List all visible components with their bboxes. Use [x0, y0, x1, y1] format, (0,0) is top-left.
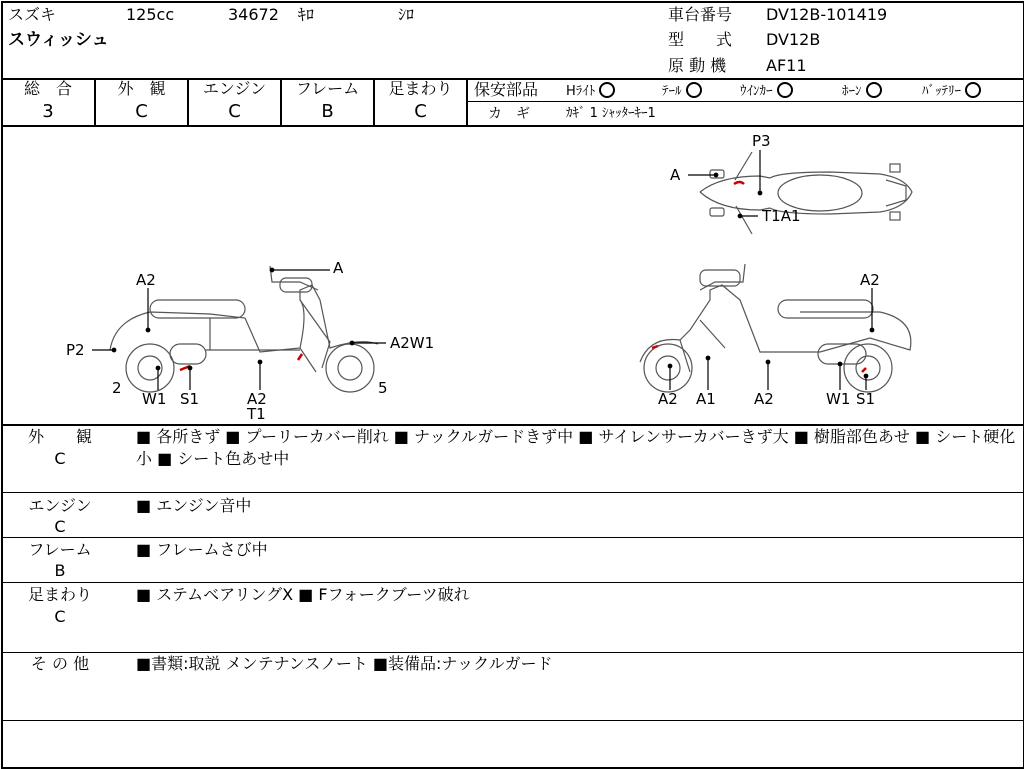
engine-code-value: AF11: [766, 56, 807, 75]
label-right-a2b: A2: [658, 390, 678, 408]
ok-circle-icon: [866, 82, 882, 98]
ok-circle-icon: [965, 82, 981, 98]
key-label: カ ギ: [488, 106, 530, 122]
label-left-a2w1: A2W1: [390, 334, 435, 352]
displacement: 125cc: [126, 5, 175, 24]
safety-horn-label: ﾎｰﾝ: [842, 84, 862, 99]
key-value: ｶｷﾞ 1 ｼｬｯﾀｰｷｰ1: [566, 106, 656, 121]
section-engine-grade: C: [54, 517, 66, 536]
label-top-t1a1: T1A1: [762, 207, 801, 225]
label-left-a2b: A2: [247, 390, 267, 408]
frame-number-label: 車台番号: [668, 5, 733, 24]
label-top-p3: P3: [752, 132, 771, 150]
label-left-s1: S1: [180, 390, 200, 408]
label-left-p2: P2: [66, 341, 85, 359]
ok-circle-icon: [777, 82, 793, 98]
safety-parts-label: 保安部品: [474, 80, 539, 99]
section-suspension-grade: C: [54, 607, 66, 626]
divider: [1, 720, 1023, 721]
color: ｼﾛ: [398, 5, 415, 24]
section-frame-notes: ■ フレームさび中: [136, 540, 268, 559]
grade-frame-value: B: [321, 101, 334, 122]
label-left-5: 5: [378, 379, 388, 397]
label-right-a2c: A2: [754, 390, 774, 408]
safety-headlight: [566, 82, 615, 101]
grade-engine-label: エンジン: [202, 79, 267, 98]
divider: [466, 78, 468, 125]
safety-battery: [922, 82, 981, 101]
model-type-value: DV12B: [766, 30, 821, 49]
grade-exterior-value: C: [135, 101, 148, 122]
grade-suspension-label: 足まわり: [388, 79, 453, 98]
grade-engine-value: C: [228, 101, 241, 122]
safety-taillight-label: ﾃｰﾙ: [662, 84, 682, 99]
frame-number-value: DV12B-101419: [766, 5, 888, 24]
safety-battery-label: ﾊﾞｯﾃﾘｰ: [922, 84, 961, 99]
mileage-unit: ｷﾛ: [298, 5, 315, 24]
ok-circle-icon: [686, 82, 702, 98]
maker: スズキ: [8, 5, 57, 24]
model-name: スウィッシュ: [8, 30, 109, 50]
divider: [468, 101, 1023, 102]
safety-horn: [842, 82, 882, 101]
label-right-a1: A1: [696, 390, 716, 408]
grade-overall-value: 3: [42, 101, 54, 122]
label-right-w1: W1: [826, 390, 851, 408]
grade-exterior-label: 外 観: [117, 79, 166, 98]
model-type-label: 型 式: [668, 30, 733, 49]
section-engine-category: エンジン: [28, 496, 92, 515]
section-other-category: そ の 他: [30, 654, 90, 673]
engine-code-label: 原 動 機: [668, 56, 727, 75]
divider: [1, 492, 1023, 493]
label-left-2: 2: [112, 379, 122, 397]
section-suspension-category: 足まわり: [27, 585, 92, 604]
safety-taillight: [662, 82, 702, 101]
grade-overall-label: 総 合: [23, 79, 72, 98]
divider: [1, 582, 1023, 583]
section-exterior-category: 外 観: [27, 427, 92, 446]
label-left-a: A: [333, 259, 344, 277]
section-suspension-notes: ■ ステムベアリングX ■ Fフォークブーツ破れ: [136, 585, 470, 604]
section-exterior-notes: ■ 各所きず ■ プーリーカバー削れ ■ ナックルガードきず中 ■ サイレンサーカバーきず大 ■ 樹脂部色あせ ■ シート硬化小 ■ シート色あせ中: [136, 427, 1016, 468]
safety-winker: [740, 82, 793, 101]
grade-frame-label: フレーム: [295, 79, 360, 98]
label-top-a: A: [670, 166, 681, 184]
label-left-w1: W1: [142, 390, 167, 408]
damage-diagram: [0, 126, 1024, 424]
safety-headlight-label: Hﾗｲﾄ: [566, 84, 596, 99]
label-right-a2: A2: [860, 271, 880, 289]
mileage: 34672: [228, 5, 279, 24]
section-engine-notes: ■ エンジン音中: [136, 496, 252, 515]
ok-circle-icon: [599, 82, 615, 98]
section-exterior-grade: C: [54, 449, 66, 468]
scooter-top-view: [700, 152, 912, 234]
label-left-t1: T1: [247, 405, 266, 423]
label-right-s1: S1: [856, 390, 876, 408]
section-frame-grade: B: [54, 561, 66, 580]
safety-winker-label: ｳｲﾝｶｰ: [740, 84, 773, 99]
section-other-notes: ■書類:取説 メンテナンスノート ■装備品:ナックルガード: [136, 654, 553, 673]
label-left-a2: A2: [136, 271, 156, 289]
section-frame-category: フレーム: [28, 540, 92, 559]
grade-suspension-value: C: [414, 101, 427, 122]
divider: [1, 537, 1023, 538]
